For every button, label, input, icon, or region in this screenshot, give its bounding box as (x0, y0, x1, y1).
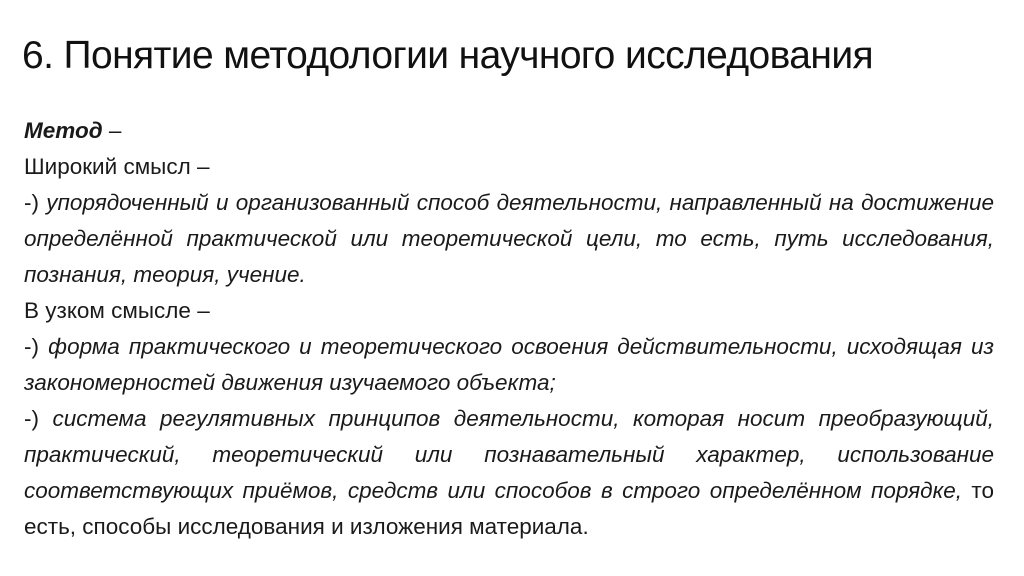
broad-sense-text: упорядоченный и организованный способ деятельности, направленный на достижение определённой практической или теоретической цели, то есть, путь исследования, познания, теория, учение. (24, 190, 994, 287)
narrow-sense-item-1 (24, 329, 994, 401)
narrow-sense-text-2: система регулятивных принципов деятельности, которая носит преобразующий, практический, теоретический или познавательный характер, использование соответствующих приёмов, средств или способов в строго определённом порядке, (24, 406, 994, 503)
method-dash: – (102, 118, 122, 143)
slide-title: 6. Понятие методологии научного исследования (22, 34, 874, 77)
method-term: Метод (24, 118, 103, 143)
narrow-sense-heading: В узком смысле – (24, 298, 210, 323)
narrow-sense-bullet-1: -) (24, 334, 49, 359)
broad-sense-item (24, 185, 994, 293)
broad-sense-bullet: -) (24, 190, 47, 215)
method-definition-line (24, 113, 994, 149)
narrow-sense-tail-2: то есть, способы исследования и изложения материала. (24, 478, 994, 539)
slide-body (24, 113, 994, 545)
narrow-sense-bullet-2: -) (24, 406, 53, 431)
narrow-sense-text-1: форма практического и теоретического освоения действительности, исходящая из закономерностей движения изучаемого объекта; (24, 334, 994, 395)
broad-sense-heading: Широкий смысл – (24, 154, 210, 179)
narrow-sense-item-2 (24, 401, 994, 545)
